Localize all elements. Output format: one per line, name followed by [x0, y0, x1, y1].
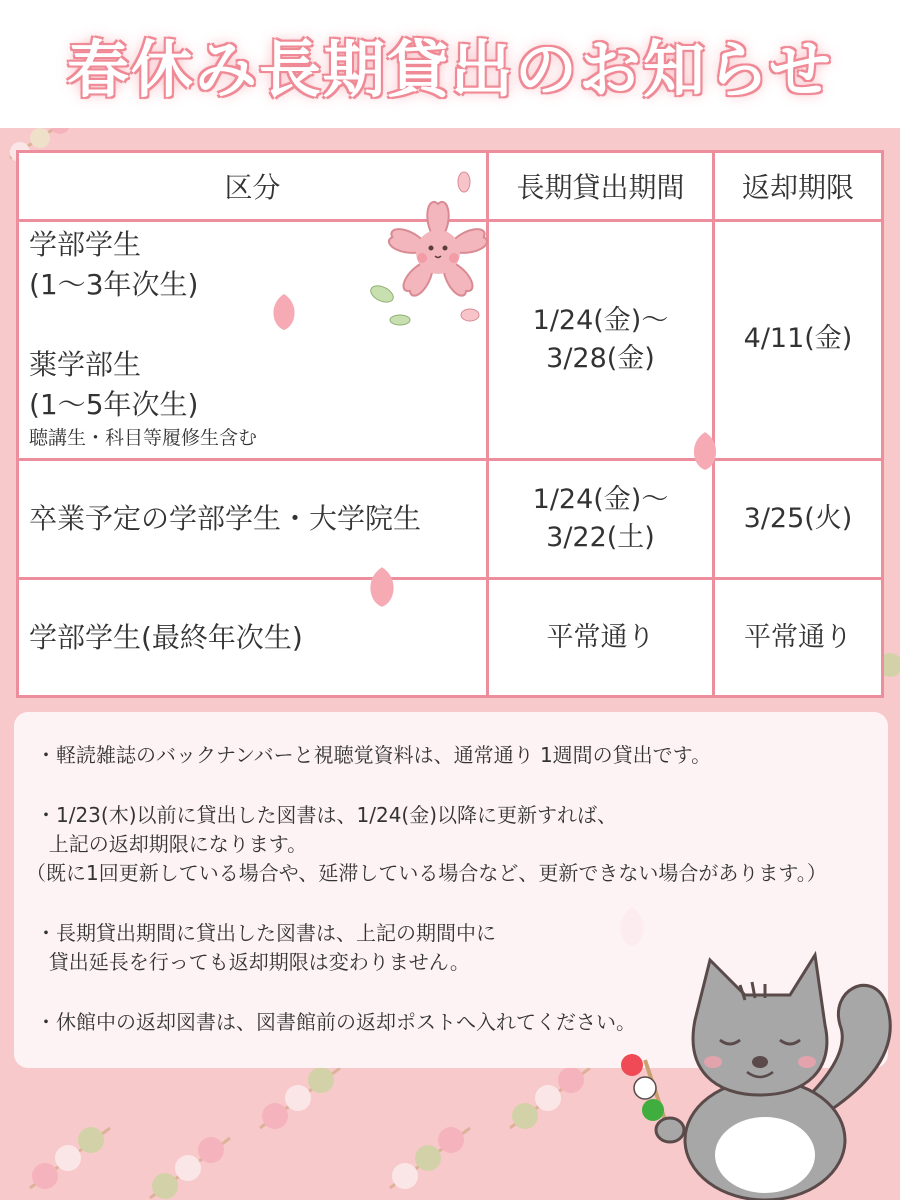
note-line: ・軽読雑誌のバックナンバーと視聴覚資料は、通常通り 1週間の貸出です。 [36, 743, 712, 767]
period-line: 3/28(金) [546, 343, 655, 374]
note-line: ・1/23(木)以前に貸出した図書は、1/24(金)以降に更新すれば、 [36, 803, 618, 827]
squirrel-illustration [615, 940, 900, 1200]
category-line: 学部学生 [29, 228, 142, 261]
header-period: 長期貸出期間 [516, 171, 685, 204]
table-row-2-period [489, 461, 712, 577]
table-row-3-period [489, 580, 712, 695]
page-title: 春休み長期貸出のお知らせ [66, 32, 834, 106]
note-line: ・長期貸出期間に貸出した図書は、上記の期間中に [36, 921, 496, 945]
table-row-3-deadline: 平常通り [744, 621, 852, 653]
title-band [0, 0, 900, 128]
category-line: 卒業予定の学部学生・大学院生 [29, 502, 422, 535]
petal-icon [266, 292, 302, 332]
category-line: (1〜3年次生) [29, 268, 199, 301]
note-line: 上記の返却期限になります。 [36, 832, 308, 856]
period-line: 平常通り [546, 621, 655, 653]
note-line: 貸出延長を行っても返却期限は変わりません。 [36, 950, 470, 974]
header-category: 区分 [224, 171, 281, 204]
note-line: （既に1回更新している場合や、延滞している場合など、更新できない場合があります。） [26, 861, 827, 885]
category-line: (1〜5年次生) [29, 388, 199, 421]
category-line: 薬学部生 [29, 348, 142, 381]
sakura-flower-icon [360, 170, 520, 340]
table-row-1-period [489, 222, 712, 458]
petal-icon [362, 565, 402, 609]
note-line: ・休館中の返却図書は、図書館前の返却ポストへ入れてください。 [36, 1010, 636, 1034]
category-line: 学部学生(最終年次生) [29, 620, 303, 654]
table-row-3-category [29, 580, 484, 695]
table-row-1-deadline: 4/11(金) [743, 323, 853, 354]
period-line: 1/24(金)〜 [532, 484, 669, 515]
table-row-2-deadline: 3/25(火) [743, 503, 853, 534]
table-row-2-category [29, 461, 484, 577]
period-line: 3/22(土) [546, 522, 655, 553]
category-note: 聴講生・科目等履修生含む [29, 427, 258, 449]
period-line: 1/24(金)〜 [532, 305, 669, 336]
header-deadline: 返却期限 [741, 171, 854, 204]
petal-icon [686, 430, 724, 472]
